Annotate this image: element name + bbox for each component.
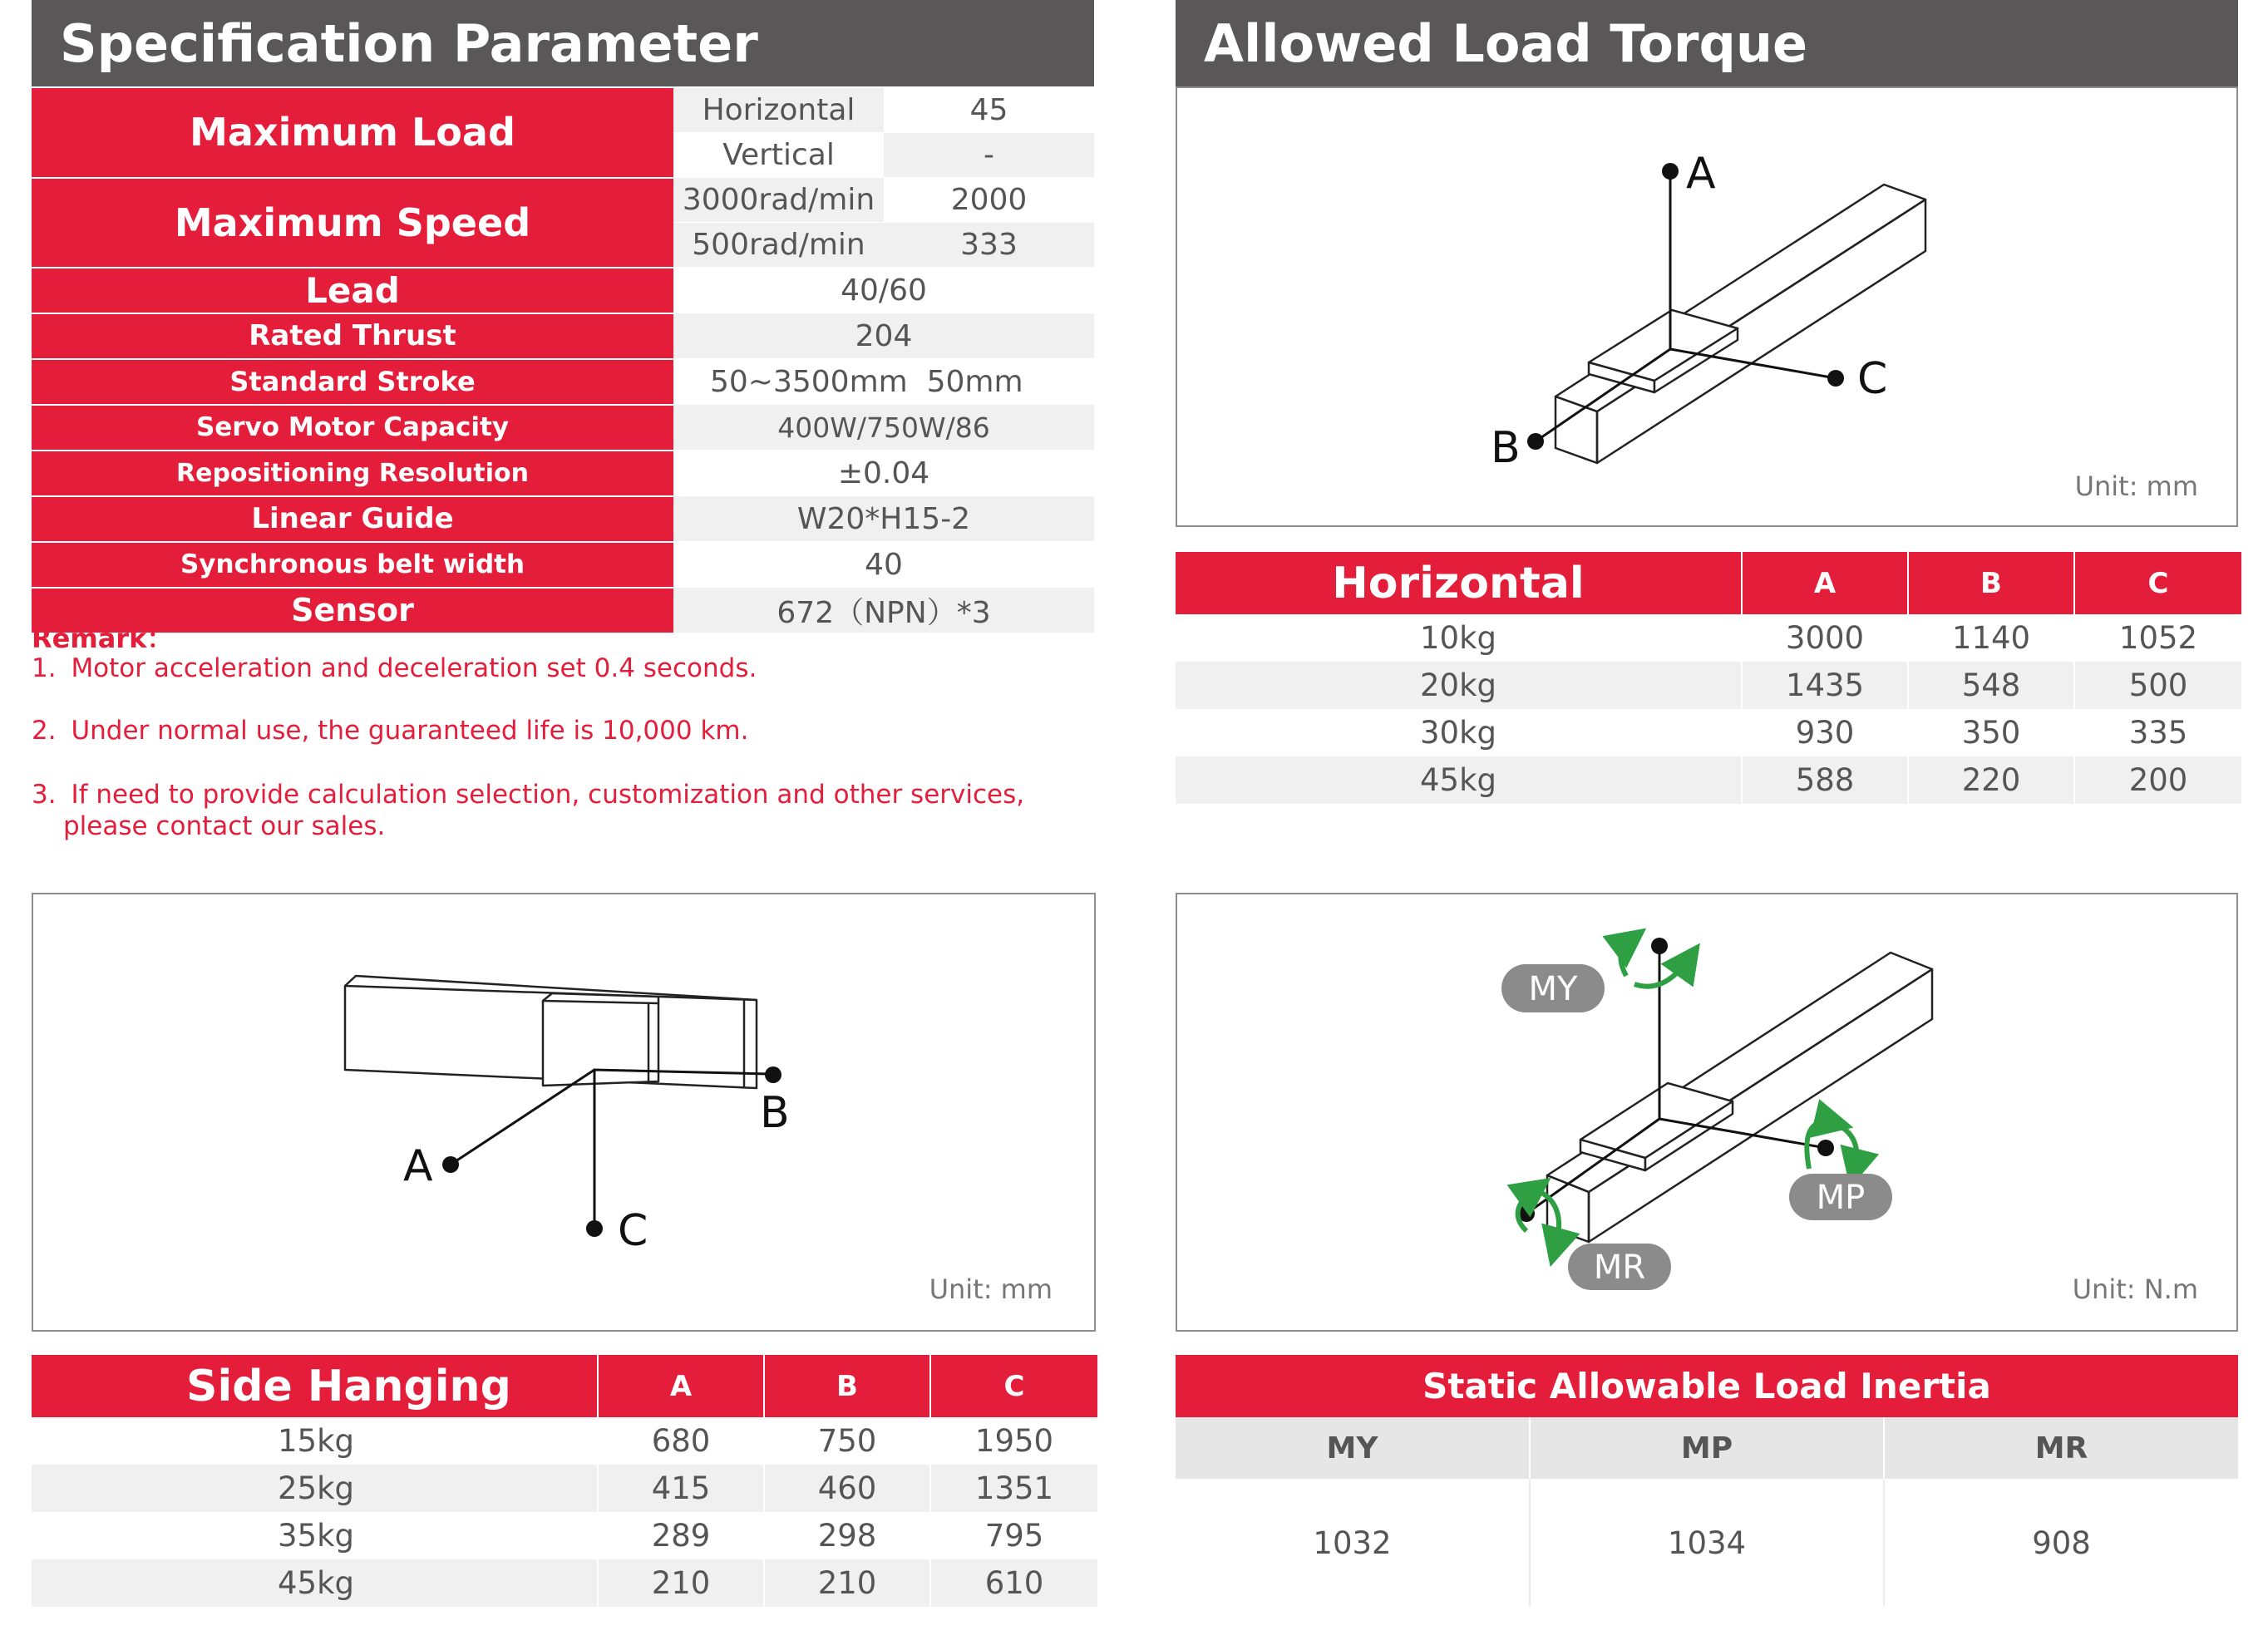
value-cell: 298 [764, 1512, 930, 1559]
spec-label: Linear Guide [32, 496, 673, 542]
axis-mp-dot [1817, 1140, 1834, 1156]
mr-label: MR [1593, 1249, 1646, 1287]
load-cell: 10kg [1176, 614, 1742, 662]
load-cell: 35kg [32, 1512, 598, 1559]
spec-subkey: Vertical [673, 133, 884, 178]
spec-label: Maximum Load [32, 88, 673, 178]
spec-label: Maximum Speed [32, 178, 673, 268]
spec-label: Sensor [32, 588, 673, 633]
value-cell: 1052 [2118, 620, 2198, 656]
axis-b-label: B [1491, 423, 1521, 473]
spec-value: 672（NPN）*3 [673, 588, 1094, 633]
table-row [1176, 709, 2241, 756]
remark-item-1 [32, 653, 757, 683]
spec-row-repositioning [32, 451, 1094, 496]
spec-label: Lead [32, 268, 673, 313]
remark-number: 1. [32, 653, 57, 683]
spec-row-lead [32, 268, 1094, 313]
inertia-value-mr: 908 [2032, 1524, 2091, 1561]
my-rotation-arrow-left [1621, 940, 1630, 976]
spec-row-belt-width [32, 542, 1094, 588]
spec-row-standard-stroke [32, 359, 1094, 405]
table-row [32, 1512, 1097, 1559]
spec-header-title: Specification Parameter [60, 12, 758, 74]
col-header-c: C [930, 1355, 1097, 1417]
mp-rotation-arrow-right [1834, 1123, 1856, 1169]
remark-item-2 [32, 716, 748, 746]
axis-c-label: C [618, 1206, 648, 1256]
spec-row-max-speed [32, 178, 1094, 223]
table-row [32, 1417, 1097, 1465]
horizontal-table-header [1176, 552, 2241, 614]
remark-title: Remark： [32, 623, 174, 654]
value-cell: 289 [598, 1512, 764, 1559]
col-header-a: A [1742, 552, 1908, 614]
spec-row-sensor [32, 588, 1094, 633]
value-cell: 795 [984, 1518, 1044, 1554]
horizontal-table-title: Horizontal [1176, 552, 1742, 614]
remark-text: Under normal use, the guaranteed life is 10,000 km. [71, 716, 749, 746]
inertia-header-row [1176, 1417, 2238, 1479]
value-cell: 350 [1908, 709, 2074, 756]
value-cell: 210 [598, 1559, 764, 1607]
spec-value: W20*H15-2 [673, 496, 1094, 542]
value-cell: 210 [764, 1559, 930, 1607]
spec-label: Rated Thrust [32, 313, 673, 359]
remark-number: 3. [32, 780, 57, 810]
moment-diagram [1177, 894, 2236, 1330]
axis-b-dot [765, 1066, 781, 1083]
axis-b-label: B [760, 1088, 790, 1138]
value-cell: 1435 [1742, 662, 1908, 709]
moment-diagram-box [1176, 893, 2238, 1332]
spec-value: 40 [673, 542, 1094, 588]
load-cell: 25kg [32, 1465, 598, 1512]
remark-text-cont: please contact our sales. [63, 811, 386, 841]
value-cell: 335 [2128, 715, 2188, 751]
load-cell: 45kg [32, 1559, 598, 1607]
spec-value: ±0.04 [673, 451, 1094, 496]
col-header-a: A [598, 1355, 764, 1417]
spec-label: Repositioning Resolution [32, 451, 673, 496]
value-cell: 930 [1742, 709, 1908, 756]
axis-c-dot [586, 1220, 603, 1237]
side-hanging-table [32, 1355, 1097, 1607]
load-cell: 15kg [32, 1417, 598, 1465]
spec-subkey: Horizontal [673, 88, 884, 133]
load-cell: 30kg [1176, 709, 1742, 756]
value-cell: 3000 [1742, 614, 1908, 662]
spec-value: 40/60 [673, 268, 1094, 313]
axis-c-dot [1827, 370, 1844, 387]
axis-bc-line [594, 1070, 769, 1229]
spec-subvalue: - [884, 133, 1094, 178]
spec-value: 204 [673, 313, 1094, 359]
value-cell: 220 [1908, 756, 2074, 804]
value-cell: 588 [1742, 756, 1908, 804]
spec-row-rated-thrust [32, 313, 1094, 359]
spec-label: Standard Stroke [32, 359, 673, 405]
inertia-table-title: Static Allowable Load Inertia [1176, 1355, 2238, 1417]
side-diagram-box [32, 893, 1096, 1332]
horizontal-table [1176, 552, 2241, 804]
table-row [1176, 614, 2241, 662]
inertia-title-row [1176, 1355, 2238, 1417]
value-cell: 500 [2128, 667, 2188, 703]
my-rotation-arrow-right [1634, 959, 1689, 987]
axis-b-dot [1527, 433, 1544, 450]
inertia-value-mp: 1034 [1530, 1479, 1884, 1607]
load-cell: 45kg [1176, 756, 1742, 804]
unit-label: Unit: mm [929, 1273, 1053, 1305]
spec-subvalue: 333 [884, 223, 1094, 268]
spec-row-max-load [32, 88, 1094, 133]
col-header-c: C [2074, 552, 2241, 614]
spec-label: Synchronous belt width [32, 542, 673, 588]
side-axis-diagram [33, 894, 1094, 1330]
inertia-table [1176, 1355, 2238, 1607]
spec-subkey: 3000rad/min [673, 178, 884, 223]
value-cell: 610 [984, 1565, 1044, 1601]
spec-subkey: 500rad/min [673, 223, 884, 268]
remark-text: Motor acceleration and deceleration set 0.4 seconds. [71, 653, 757, 683]
spec-subvalue: 2000 [884, 178, 1094, 223]
unit-label: Unit: mm [2074, 470, 2198, 502]
side-table-header [32, 1355, 1097, 1417]
table-row [32, 1559, 1097, 1607]
torque-header [1176, 0, 2238, 86]
value-cell: 415 [598, 1465, 764, 1512]
value-cell: 1950 [974, 1423, 1054, 1459]
col-header-b: B [764, 1355, 930, 1417]
horizontal-diagram-box [1176, 86, 2238, 527]
col-header-mr: MR [1884, 1417, 2238, 1479]
unit-label: Unit: N.m [2072, 1273, 2198, 1305]
value-cell: 200 [2128, 762, 2188, 798]
value-cell: 680 [598, 1417, 764, 1465]
table-row [1176, 756, 2241, 804]
inertia-value-row [1176, 1479, 2238, 1607]
rail-front-face [1556, 396, 1597, 463]
col-header-mp: MP [1530, 1417, 1884, 1479]
spec-table [32, 88, 1094, 634]
table-row [32, 1465, 1097, 1512]
col-header-my: MY [1176, 1417, 1530, 1479]
spec-subvalue: 45 [884, 88, 1094, 133]
remark-number: 2. [32, 716, 57, 746]
value-cell: 1351 [974, 1470, 1054, 1506]
value-cell: 548 [1908, 662, 2074, 709]
side-table-title: Side Hanging [32, 1355, 598, 1417]
axis-a-line [451, 1070, 594, 1165]
inertia-value-my: 1032 [1176, 1479, 1530, 1607]
remark-item-3 [32, 779, 1024, 842]
spec-header [32, 0, 1094, 86]
table-row [1176, 662, 2241, 709]
spec-row-linear-guide [32, 496, 1094, 542]
spec-value: 400W/750W/86 [673, 405, 1094, 451]
axis-c-label: C [1857, 354, 1888, 404]
mp-label: MP [1816, 1179, 1866, 1217]
spec-row-servo-motor [32, 405, 1094, 451]
value-cell: 750 [764, 1417, 930, 1465]
value-cell: 1140 [1908, 614, 2074, 662]
axis-a-dot [442, 1156, 459, 1173]
spec-value: 50~3500mm 50mm [673, 359, 1094, 405]
axis-a-label: A [1686, 149, 1716, 199]
remark-text: If need to provide calculation selection, customization and other services, [71, 780, 1025, 810]
axis-my-dot [1651, 938, 1668, 954]
axis-a-label: A [403, 1141, 433, 1191]
axis-a-dot [1662, 163, 1679, 180]
horizontal-axis-diagram [1177, 88, 2236, 525]
load-cell: 20kg [1176, 662, 1742, 709]
spec-label: Servo Motor Capacity [32, 405, 673, 451]
torque-header-title: Allowed Load Torque [1204, 12, 1808, 74]
my-label: MY [1528, 970, 1578, 1008]
col-header-b: B [1908, 552, 2074, 614]
value-cell: 460 [764, 1465, 930, 1512]
